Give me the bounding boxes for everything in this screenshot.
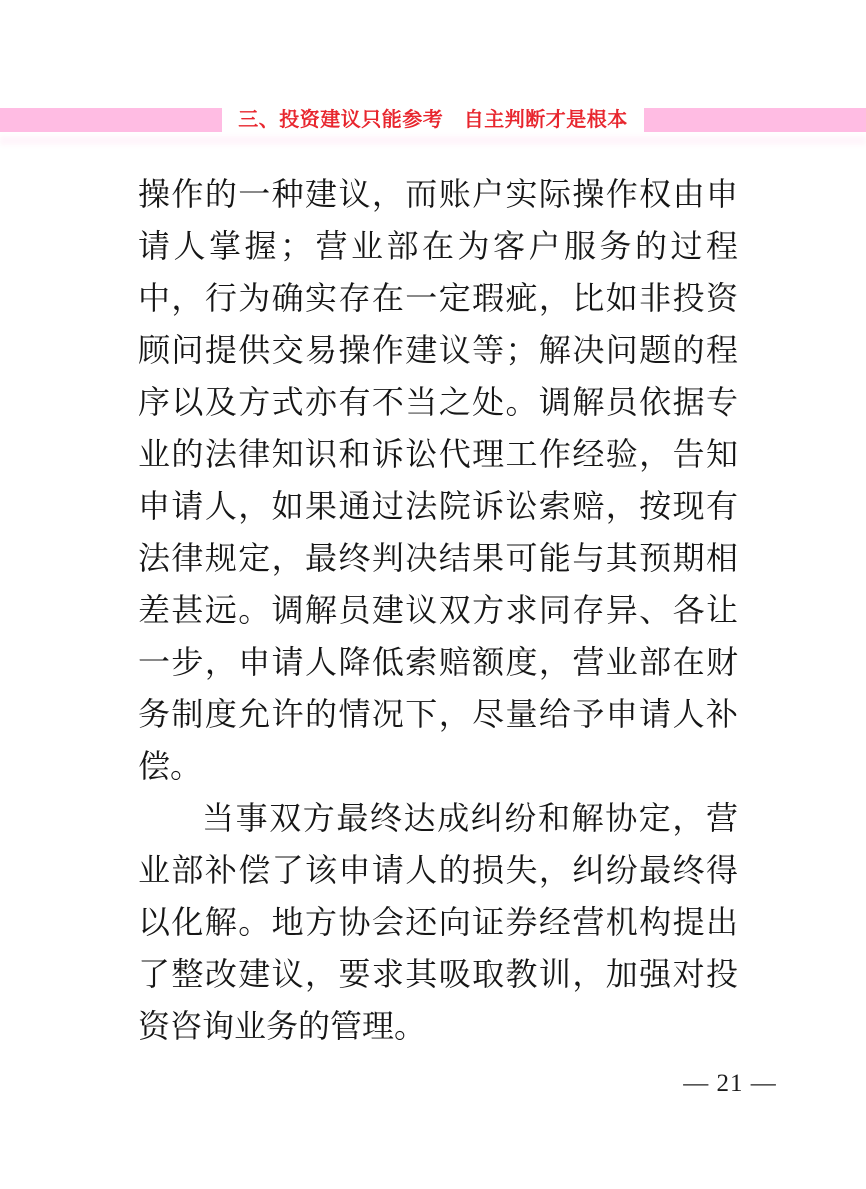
header-band-left [0,108,222,132]
paragraph-2: 当事双方最终达成纠纷和解协定，营业部补偿了该申请人的损失，纠纷最终得以化解。地方协会还向证券经营机构提出了整改建议，要求其吸取教训，加强对投资咨询业务的管理。 [138,800,738,1044]
page-number: — 21 — [683,1070,777,1097]
chapter-header [0,108,866,132]
body-text [138,168,738,1052]
header-band-shadow [0,136,866,145]
paragraph-1: 操作的一种建议，而账户实际操作权由申请人掌握；营业部在为客户服务的过程中，行为确实存在一定瑕疵，比如非投资顾问提供交易操作建议等；解决问题的程序以及方式亦有不当之处。调解员依据专业的法律知识和诉讼代理工作经验，告知申请人，如果通过法院诉讼索赔，按现有法律规定，最终判决结果可能与其预期相差甚远。调解员建议双方求同存异、各让一步，申请人降低索赔额度，营业部在财务制度允许的情况下，尽量给予申请人补偿。 [138,176,738,784]
header-band-right [644,108,866,132]
chapter-title: 三、投资建议只能参考 自主判断才是根本 [238,109,628,131]
